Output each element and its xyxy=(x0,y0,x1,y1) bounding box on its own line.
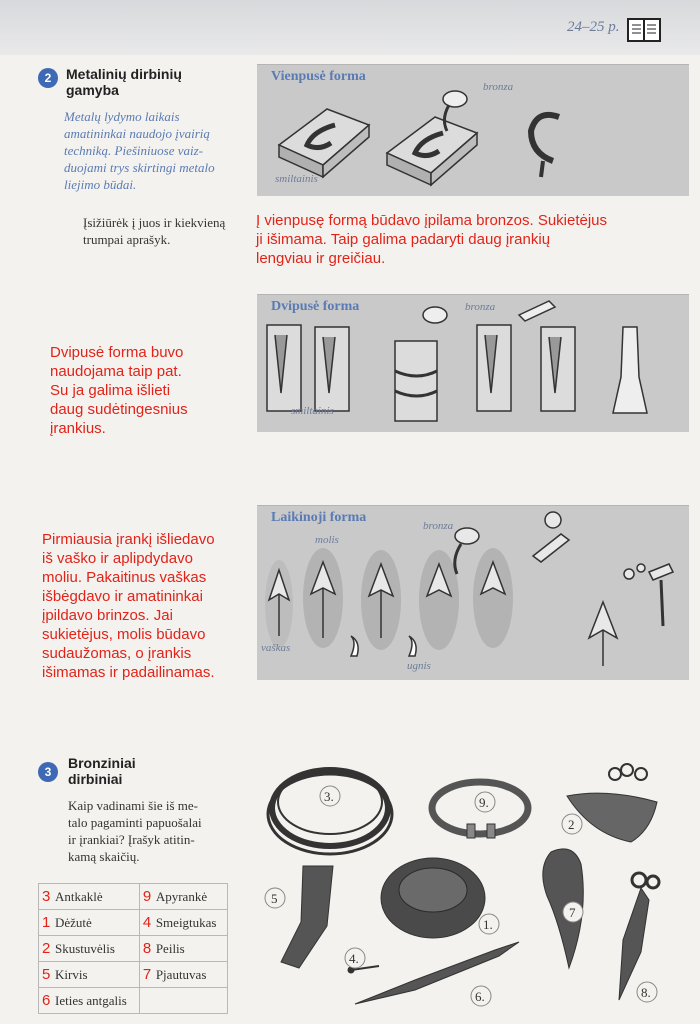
label-clay: molis xyxy=(315,534,339,546)
panel-title: Laikinoji forma xyxy=(271,510,367,525)
answer-table xyxy=(38,883,228,1014)
table-cell[interactable]: 5 Kirvis xyxy=(39,962,140,988)
label-bronze: bronza xyxy=(423,520,454,532)
item-number: 8. xyxy=(641,985,651,1000)
panel-temporary-mold xyxy=(257,505,689,680)
panel-two-sided-mold xyxy=(257,294,689,432)
table-row xyxy=(39,962,228,988)
label-bronze: bronza xyxy=(465,301,496,313)
table-cell[interactable]: 7 Pjautuvas xyxy=(139,962,227,988)
table-row xyxy=(39,936,228,962)
panel-title: Vienpusė forma xyxy=(271,69,366,84)
item-number: 4. xyxy=(349,951,359,966)
table-cell[interactable]: 9 Apyrankė xyxy=(139,884,227,910)
label-sandstone: smiltainis xyxy=(291,405,334,417)
answer-temporary[interactable]: Pirmiausia įrankį išliedavo iš vaško ir aplipdydavo moliu. Pakaitinus vaškas išbėgdavo ir amatininkai įpildavo brinzos. Jai sukietėjus, molis būdavo sudaužomas, o įrankis išimamas ir padailinamas. xyxy=(42,531,215,681)
table-cell[interactable]: 1 Dėžutė xyxy=(39,910,140,936)
section-number-badge: 2 xyxy=(38,68,58,88)
answer-one-sided[interactable]: Į vienpusę formą būdavo įpilama bronzos. Sukietėjus ji išimama. Taip galima padaryti daug įrankių lengviau ir greičiau. xyxy=(256,212,608,267)
table-cell[interactable]: 3 Antkaklė xyxy=(39,884,140,910)
item-number: 5 xyxy=(271,891,278,906)
section-task: Įsižiūrėk į juos ir kiekvieną trumpai aprašyk. xyxy=(83,215,226,247)
item-number: 6. xyxy=(475,989,485,1004)
panel-one-sided-mold xyxy=(257,64,689,196)
table-cell[interactable]: 6 Ieties antgalis xyxy=(39,988,140,1014)
label-sandstone: smiltainis xyxy=(275,173,318,185)
temporary-mold-illustration xyxy=(257,506,689,681)
table-row xyxy=(39,988,228,1014)
item-number: 3. xyxy=(324,789,334,804)
section-number-badge: 3 xyxy=(38,762,58,782)
item-number: 7 xyxy=(569,905,576,920)
table-row xyxy=(39,910,228,936)
table-row xyxy=(39,884,228,910)
answer-two-sided[interactable]: Dvipusė forma buvo naudojama taip pat. Su ja galima išlieti daug sudėtingesnius įrankius. xyxy=(50,344,188,437)
item-number: 2 xyxy=(568,817,575,832)
label-bronze: bronza xyxy=(483,81,514,93)
page-reference: 24–25 p. xyxy=(567,19,620,35)
label-fire: ugnis xyxy=(407,660,431,672)
section-title: Metalinių dirbinių gamyba xyxy=(66,66,182,98)
item-number: 9. xyxy=(479,795,489,810)
section-task: Kaip vadinami šie iš me- talo pagaminti papuošalai ir įrankiai? Įrašyk atitin- kamą skaičių. xyxy=(68,798,202,864)
panel-title: Dvipusė forma xyxy=(271,299,360,314)
table-cell[interactable] xyxy=(139,988,227,1014)
section-title: Bronziniai dirbiniai xyxy=(68,755,136,787)
table-cell[interactable]: 2 Skustuvėlis xyxy=(39,936,140,962)
table-cell[interactable]: 4 Smeigtukas xyxy=(139,910,227,936)
bronze-artifacts-illustration xyxy=(255,758,685,1018)
book-icon xyxy=(627,17,661,43)
section-intro: Metalų lydymo laikais amatininkai naudojo įvairią techniką. Piešiniuose vaiz- duojami trys skirtingi metalo liejimo būdai. xyxy=(64,109,215,192)
table-cell[interactable]: 8 Peilis xyxy=(139,936,227,962)
label-wax: vaškas xyxy=(261,642,291,654)
item-number: 1. xyxy=(483,917,493,932)
